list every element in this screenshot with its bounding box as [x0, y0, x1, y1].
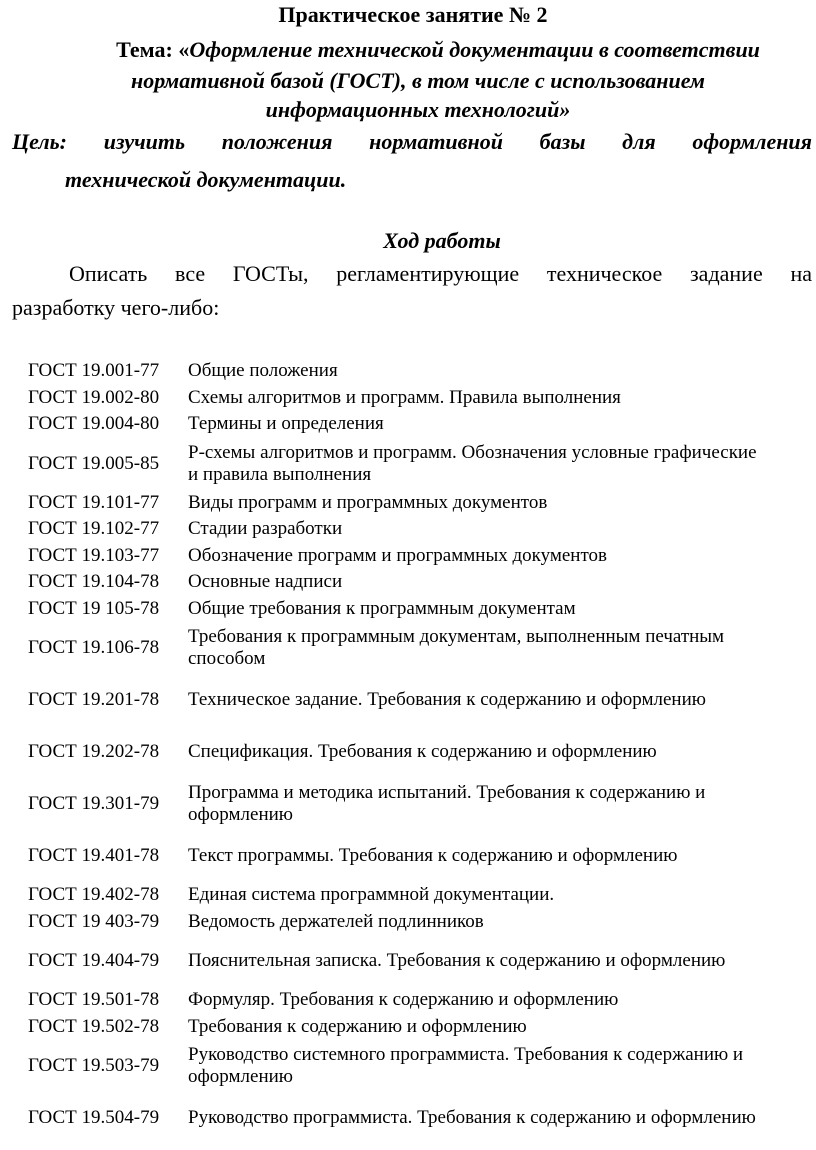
- gost-code: ГОСТ 19.001-77: [28, 360, 160, 382]
- gost-code: ГОСТ 19.103-77: [28, 544, 160, 566]
- gost-code: ГОСТ 19.202-78: [28, 741, 160, 762]
- table-row: [28, 543, 758, 570]
- gost-description: Руководство системного программиста. Требования к содержанию и оформлению: [188, 1044, 744, 1087]
- gost-code: ГОСТ 19.201-78: [28, 689, 160, 710]
- gost-code: ГОСТ 19.503-79: [28, 1055, 160, 1076]
- table-row: [28, 516, 758, 543]
- gost-description: Виды программ и программных документов: [188, 491, 548, 513]
- table-row: [28, 490, 758, 517]
- goal-line-1: Цель: изучить положения нормативной базы для оформления: [12, 129, 812, 154]
- theme-line-3: информационных технологий»: [265, 97, 571, 122]
- gost-code: ГОСТ 19.501-78: [28, 989, 160, 1011]
- gost-description: Общие положения: [188, 360, 338, 382]
- gost-description: Обозначение программ и программных документов: [188, 544, 608, 566]
- gost-table: [28, 358, 758, 1144]
- table-row: [28, 778, 758, 830]
- gost-description: Требования к содержанию и оформлению: [188, 1015, 527, 1037]
- table-row: [28, 1092, 758, 1144]
- table-row: [28, 909, 758, 936]
- table-row: [28, 385, 758, 412]
- gost-code: ГОСТ 19.102-77: [28, 518, 160, 540]
- table-row: [28, 438, 758, 490]
- gost-code: ГОСТ 19.502-78: [28, 1015, 160, 1037]
- gost-code: ГОСТ 19 403-79: [28, 910, 160, 932]
- gost-description: Стадии разработки: [188, 518, 343, 540]
- gost-code: ГОСТ 19.402-78: [28, 884, 160, 906]
- table-row: [28, 674, 758, 726]
- gost-description: Общие требования к программным документам: [188, 597, 576, 619]
- gost-code: ГОСТ 19.301-79: [28, 793, 160, 814]
- table-row: [28, 987, 758, 1014]
- gost-description: Техническое задание. Требования к содержанию и оформлению: [188, 689, 706, 710]
- table-row: [28, 358, 758, 385]
- table-row: [28, 935, 758, 987]
- gost-description: Формуляр. Требования к содержанию и оформлению: [188, 989, 619, 1011]
- gost-code: ГОСТ 19.504-79: [28, 1107, 160, 1128]
- gost-description: Программа и методика испытаний. Требования к содержанию и оформлению: [188, 782, 706, 825]
- gost-description: Пояснительная записка. Требования к содержанию и оформлению: [188, 950, 726, 971]
- gost-code: ГОСТ 19.005-85: [28, 452, 160, 474]
- intro-line-1: Описать все ГОСТы, регламентирующие техническое задание на: [69, 261, 812, 286]
- table-row: [28, 596, 758, 623]
- table-row: [28, 1014, 758, 1041]
- table-row: [28, 882, 758, 909]
- table-row: [28, 830, 758, 882]
- gost-code: ГОСТ 19.004-80: [28, 413, 160, 435]
- gost-code: ГОСТ 19.104-78: [28, 571, 160, 593]
- theme-line-2: нормативной базой (ГОСТ), в том числе с использованием: [131, 68, 705, 93]
- gost-code: ГОСТ 19.002-80: [28, 386, 160, 408]
- gost-code: ГОСТ 19.101-77: [28, 491, 160, 513]
- theme-line-1: [30, 35, 816, 65]
- gost-description: Спецификация. Требования к содержанию и оформлению: [188, 741, 657, 762]
- table-row: [28, 569, 758, 596]
- gost-description: Основные надписи: [188, 571, 343, 593]
- intro-line-2: разработку чего-либо:: [12, 295, 220, 320]
- page-title: Практическое занятие № 2: [278, 2, 548, 27]
- gost-code: ГОСТ 19.401-78: [28, 845, 160, 866]
- gost-code: ГОСТ 19 105-78: [28, 597, 160, 619]
- gost-description: Руководство программиста. Требования к содержанию и оформлению: [188, 1107, 756, 1128]
- theme-label: Тема: «: [116, 37, 190, 62]
- table-row: [28, 622, 758, 674]
- table-row: [28, 726, 758, 778]
- gost-code: ГОСТ 19.106-78: [28, 637, 160, 658]
- gost-code: ГОСТ 19.404-79: [28, 950, 160, 971]
- table-row: [28, 1040, 758, 1092]
- workflow-heading: Ход работы: [383, 228, 501, 253]
- gost-description: Текст программы. Требования к содержанию и оформлению: [188, 845, 678, 866]
- gost-description: Требования к программным документам, выполненным печатным способом: [188, 626, 725, 669]
- gost-description: Р-схемы алгоритмов и программ. Обозначения условные графические и правила выполнения: [188, 441, 757, 485]
- gost-description: Ведомость держателей подлинников: [188, 910, 484, 932]
- gost-description: Единая система программной документации.: [188, 884, 555, 906]
- gost-description: Схемы алгоритмов и программ. Правила выполнения: [188, 386, 621, 408]
- goal-line-2: технической документации.: [65, 167, 347, 192]
- theme-text-1: Оформление технической документации в соответствии: [189, 37, 760, 62]
- table-row: [28, 411, 758, 438]
- gost-description: Термины и определения: [188, 413, 384, 435]
